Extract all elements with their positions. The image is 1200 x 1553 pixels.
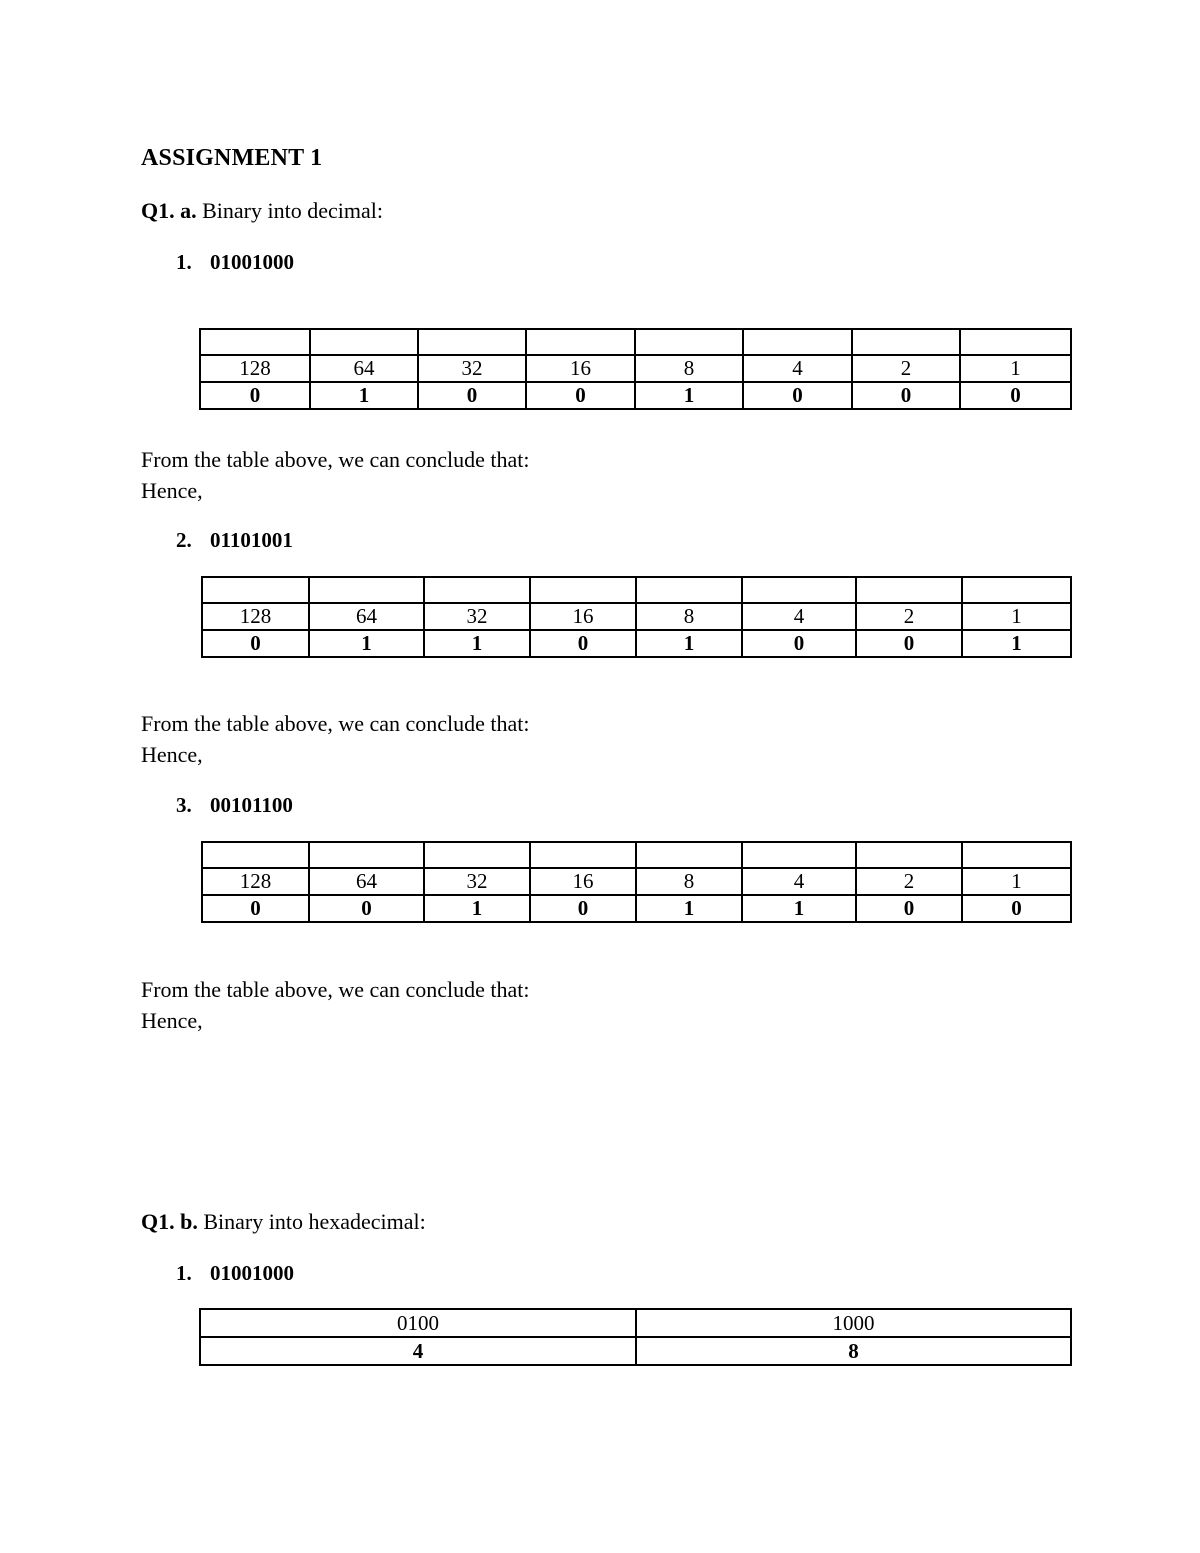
q1a-item-1-table: [199, 328, 1072, 410]
weight-cell: 2: [856, 603, 962, 630]
bit-cell: 1: [424, 630, 530, 657]
table-cell: [310, 329, 418, 355]
q1a-item-1-heading: [176, 250, 294, 275]
bit-cell: 1: [636, 895, 742, 922]
table-cell: [202, 842, 309, 868]
conclusion-text: From the table above, we can conclude that:: [141, 977, 530, 1002]
q1a-item-3-table: [201, 841, 1072, 923]
weight-cell: 2: [856, 868, 962, 895]
table-row-blank: [200, 329, 1071, 355]
weight-cell: 8: [636, 868, 742, 895]
table-cell: [309, 577, 424, 603]
weight-cell: 4: [742, 868, 856, 895]
hence-text: Hence,: [141, 1008, 203, 1033]
table-cell: [309, 842, 424, 868]
hex-digit-cell: 4: [200, 1337, 636, 1365]
question-1b-heading: [141, 1209, 426, 1235]
conclusion-text: From the table above, we can conclude that:: [141, 447, 530, 472]
table-cell: [200, 329, 310, 355]
bit-cell: 0: [309, 895, 424, 922]
bit-cell: 1: [424, 895, 530, 922]
weight-cell: 128: [200, 355, 310, 382]
item-binary: 01001000: [210, 250, 294, 274]
bit-cell: 1: [962, 630, 1071, 657]
bit-cell: 1: [310, 382, 418, 409]
question-1a-text: Binary into decimal:: [196, 198, 383, 223]
q1a-item-2-table: [201, 576, 1072, 658]
weight-cell: 64: [310, 355, 418, 382]
document-title: ASSIGNMENT 1: [141, 145, 323, 171]
bit-cell: 1: [635, 382, 743, 409]
table-cell: [962, 577, 1071, 603]
bit-cell: 0: [962, 895, 1071, 922]
weight-cell: 4: [743, 355, 852, 382]
item-number: 3.: [176, 793, 192, 817]
table-cell: [526, 329, 635, 355]
q1b-item-1-table: [199, 1308, 1072, 1366]
weight-cell: 4: [742, 603, 856, 630]
conclusion-text: From the table above, we can conclude that:: [141, 711, 530, 736]
question-1a-label: Q1. a.: [141, 198, 197, 223]
question-1b-text: Binary into hexadecimal:: [197, 1209, 426, 1234]
weight-cell: 1: [962, 603, 1071, 630]
item-binary: 01001000: [210, 1261, 294, 1285]
q1a-item-3-heading: [176, 793, 293, 818]
weight-cell: 8: [635, 355, 743, 382]
item-binary: 01101001: [210, 528, 293, 552]
bit-cell: 0: [200, 382, 310, 409]
table-row-blank: [202, 842, 1071, 868]
weight-cell: 1: [960, 355, 1071, 382]
nibble-cell: 0100: [200, 1309, 636, 1337]
q1a-item-2-heading: [176, 528, 293, 553]
weight-cell: 128: [202, 603, 309, 630]
table-cell: [743, 329, 852, 355]
table-cell: [960, 329, 1071, 355]
table-cell: [742, 577, 856, 603]
weight-cell: 32: [424, 603, 530, 630]
bit-cell: 0: [743, 382, 852, 409]
weight-cell: 64: [309, 603, 424, 630]
table-cell: [530, 577, 636, 603]
weight-cell: 8: [636, 603, 742, 630]
table-cell: [856, 577, 962, 603]
item-number: 2.: [176, 528, 192, 552]
bit-cell: 0: [960, 382, 1071, 409]
table-cell: [635, 329, 743, 355]
weight-cell: 2: [852, 355, 960, 382]
bit-cell: 0: [202, 895, 309, 922]
table-row-bits: [202, 895, 1071, 922]
q1a-item-1-conclusion: [141, 444, 530, 506]
table-row-weights: [200, 355, 1071, 382]
bit-cell: 1: [636, 630, 742, 657]
weight-cell: 1: [962, 868, 1071, 895]
bit-cell: 0: [526, 382, 635, 409]
table-row-blank: [202, 577, 1071, 603]
weight-cell: 16: [530, 868, 636, 895]
bit-cell: 0: [530, 630, 636, 657]
table-cell: [636, 577, 742, 603]
bit-cell: 1: [742, 895, 856, 922]
table-cell: [418, 329, 526, 355]
bit-cell: 0: [856, 895, 962, 922]
weight-cell: 16: [526, 355, 635, 382]
table-cell: [856, 842, 962, 868]
table-cell: [962, 842, 1071, 868]
item-binary: 00101100: [210, 793, 293, 817]
bit-cell: 0: [852, 382, 960, 409]
weight-cell: 16: [530, 603, 636, 630]
q1a-item-3-conclusion: [141, 974, 530, 1036]
q1a-item-2-conclusion: [141, 708, 530, 770]
table-cell: [530, 842, 636, 868]
table-row-bits: [202, 630, 1071, 657]
table-row-nibbles: [200, 1309, 1071, 1337]
table-row-weights: [202, 868, 1071, 895]
item-number: 1.: [176, 250, 192, 274]
table-cell: [202, 577, 309, 603]
table-row-weights: [202, 603, 1071, 630]
hence-text: Hence,: [141, 478, 203, 503]
bit-cell: 0: [530, 895, 636, 922]
table-row-bits: [200, 382, 1071, 409]
table-cell: [636, 842, 742, 868]
bit-cell: 0: [742, 630, 856, 657]
weight-cell: 128: [202, 868, 309, 895]
table-cell: [424, 577, 530, 603]
q1b-item-1-heading: [176, 1261, 294, 1286]
table-cell: [424, 842, 530, 868]
bit-cell: 0: [856, 630, 962, 657]
bit-cell: 0: [418, 382, 526, 409]
table-cell: [852, 329, 960, 355]
bit-cell: 1: [309, 630, 424, 657]
weight-cell: 32: [424, 868, 530, 895]
table-row-hex-digits: [200, 1337, 1071, 1365]
nibble-cell: 1000: [636, 1309, 1071, 1337]
weight-cell: 64: [309, 868, 424, 895]
hex-digit-cell: 8: [636, 1337, 1071, 1365]
weight-cell: 32: [418, 355, 526, 382]
item-number: 1.: [176, 1261, 192, 1285]
bit-cell: 0: [202, 630, 309, 657]
table-cell: [742, 842, 856, 868]
question-1a-heading: [141, 198, 383, 224]
question-1b-label: Q1. b.: [141, 1209, 198, 1234]
hence-text: Hence,: [141, 742, 203, 767]
